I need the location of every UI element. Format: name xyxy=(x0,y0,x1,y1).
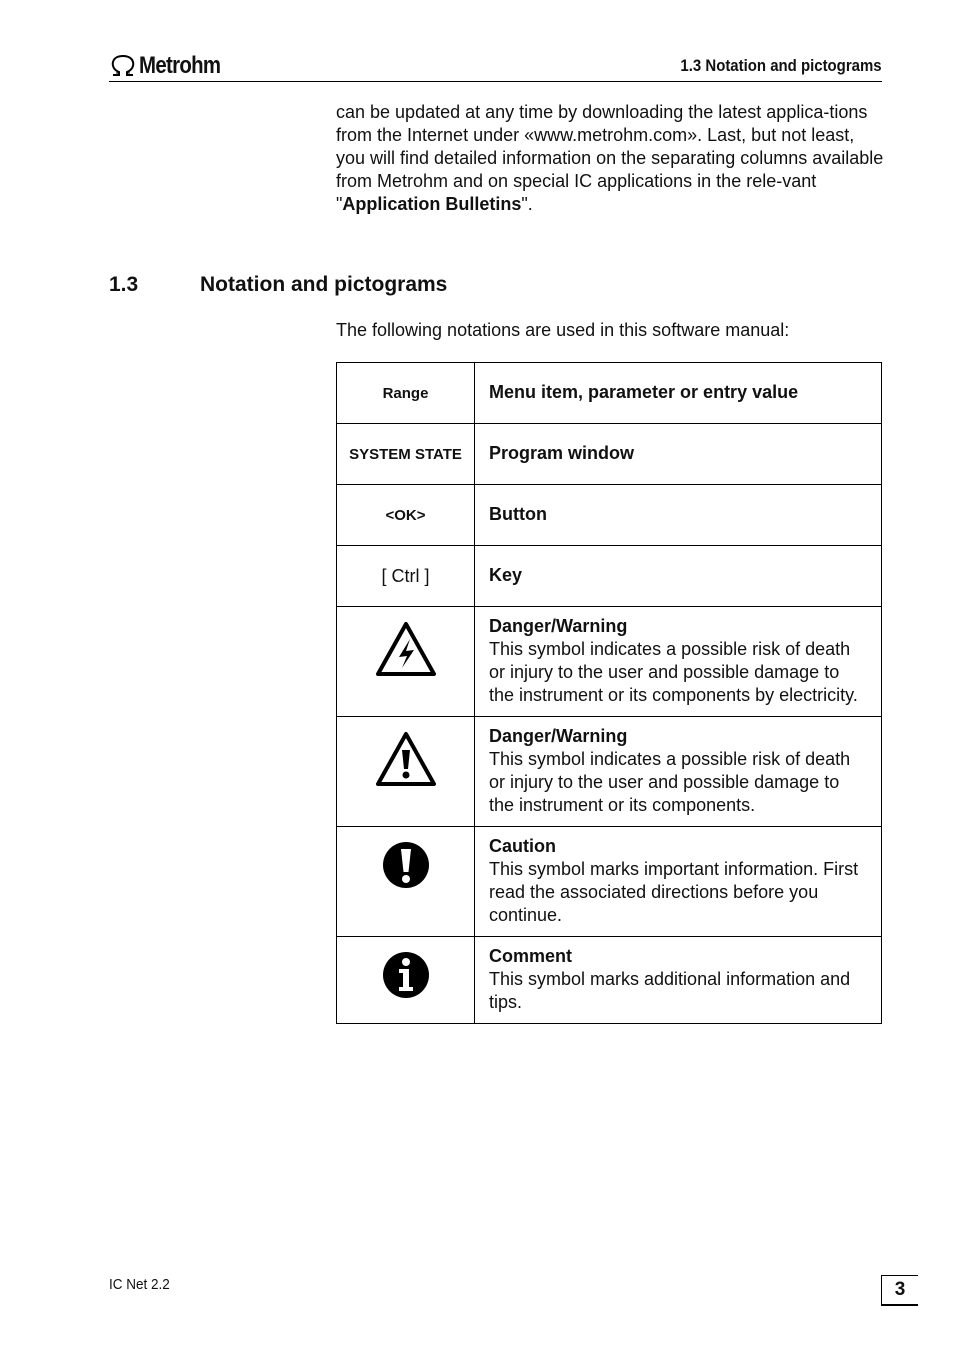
symbol-cell xyxy=(337,424,475,485)
intro-text-end: ". xyxy=(521,194,533,214)
row-title: Danger/Warning xyxy=(489,726,628,746)
symbol-cell xyxy=(337,546,475,607)
intro-paragraph xyxy=(336,101,886,216)
table-row xyxy=(337,827,882,937)
footer-product: IC Net 2.2 xyxy=(109,1276,170,1293)
section-title: Notation and pictograms xyxy=(200,273,448,296)
description-cell xyxy=(475,485,882,546)
symbol-system-state: SYSTEM STATE xyxy=(349,445,462,463)
row-title: Comment xyxy=(489,946,573,966)
exclamation-warning-icon xyxy=(375,731,437,787)
metrohm-logo xyxy=(109,52,235,80)
row-text: This symbol indicates a possible risk of death or injury to the user and possible damage to the instrument or its components. xyxy=(489,749,851,815)
header-section-title: 1.3 Notation and pictograms xyxy=(680,56,882,75)
row-title: Key xyxy=(489,565,523,585)
caution-icon xyxy=(382,841,430,889)
row-title: Button xyxy=(489,504,547,524)
symbol-cell xyxy=(337,937,475,1024)
description-cell xyxy=(475,546,882,607)
electric-warning-icon xyxy=(375,621,437,677)
info-icon xyxy=(382,951,430,999)
section-number: 1.3 xyxy=(109,273,139,296)
symbol-cell xyxy=(337,827,475,937)
row-title: Caution xyxy=(489,836,556,856)
symbol-range: Range xyxy=(382,384,429,402)
row-title: Danger/Warning xyxy=(489,616,628,636)
description-cell xyxy=(475,363,882,424)
symbol-ok-button: <OK> xyxy=(385,506,426,524)
description-cell xyxy=(475,937,882,1024)
description-cell xyxy=(475,717,882,827)
symbol-cell xyxy=(337,717,475,827)
intro-text: can be updated at any time by downloading the latest applica-tions from the Internet under «www.metrohm.com». Last, but not least, you will find detailed information on the separating columns available from Metrohm and on special IC applications in the rele-vant " xyxy=(336,102,884,214)
lead-text: The following notations are used in this software manual: xyxy=(336,320,790,340)
intro-bold-text: Application Bulletins xyxy=(342,194,522,214)
row-text: This symbol indicates a possible risk of death or injury to the user and possible damage to the instrument or its components by electricity. xyxy=(489,639,858,705)
table-row xyxy=(337,717,882,827)
logo-text: Metrohm xyxy=(139,52,221,79)
description-cell xyxy=(475,827,882,937)
symbol-cell xyxy=(337,607,475,717)
table-row xyxy=(337,424,882,485)
row-title: Program window xyxy=(489,443,635,463)
symbol-cell xyxy=(337,485,475,546)
notation-table xyxy=(336,362,882,1024)
section-heading xyxy=(109,273,447,297)
table-row xyxy=(337,607,882,717)
page-number: 3 xyxy=(881,1275,918,1306)
row-text: This symbol marks additional information and tips. xyxy=(489,969,851,1012)
header-divider xyxy=(109,81,882,82)
omega-logo-icon xyxy=(109,54,137,78)
symbol-ctrl-key: [ Ctrl ] xyxy=(381,565,430,586)
row-title: Menu item, parameter or entry value xyxy=(489,382,799,402)
symbol-cell xyxy=(337,363,475,424)
table-row xyxy=(337,363,882,424)
table-row xyxy=(337,546,882,607)
description-cell xyxy=(475,424,882,485)
description-cell xyxy=(475,607,882,717)
row-text: This symbol marks important information. First read the associated directions before you continue. xyxy=(489,859,859,925)
table-row xyxy=(337,485,882,546)
table-row xyxy=(337,937,882,1024)
